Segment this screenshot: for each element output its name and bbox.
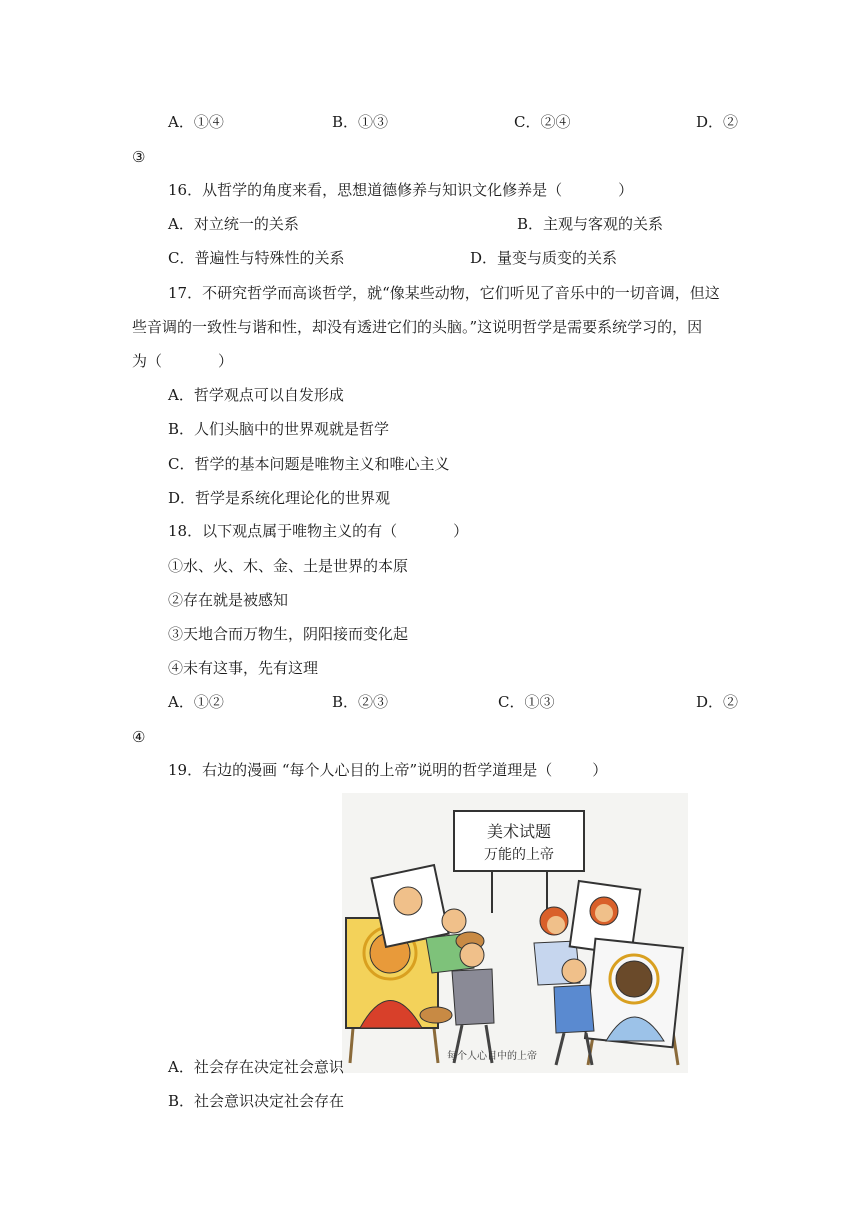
q17-stem-line2: 些音调的一致性与谐和性，却没有透进它们的头脑。”这说明哲学是需要系统学习的，因 — [132, 318, 703, 336]
cartoon-caption: 每个人心目中的上帝 — [447, 1051, 537, 1062]
q15-option-a[interactable]: A．①④ — [168, 113, 224, 131]
q19-stem: 19．右边的漫画 “每个人心目的上帝”说明的哲学道理是（ ） — [168, 761, 608, 779]
q15-option-b[interactable]: B．①③ — [332, 113, 389, 131]
q18-stem: 18．以下观点属于唯物主义的有（ ） — [168, 522, 469, 540]
q17-stem-line3: 为（ ） — [132, 352, 234, 370]
q15-option-d[interactable]: D．② — [696, 113, 739, 131]
q18-item-3: ③天地合而万物生，阴阳接而变化起 — [168, 625, 409, 643]
q16-option-c[interactable]: C．普遍性与特殊性的关系 — [168, 249, 345, 267]
q18-item-4: ④未有这事，先有这理 — [168, 659, 319, 677]
cartoon-sign-line1: 美术试题 — [486, 822, 552, 841]
q17-option-d[interactable]: D．哲学是系统化理论化的世界观 — [168, 489, 391, 507]
q16-stem: 16．从哲学的角度来看，思想道德修养与知识文化修养是（ ） — [168, 181, 634, 199]
q17-option-a[interactable]: A．哲学观点可以自发形成 — [168, 386, 344, 404]
q17-option-c[interactable]: C．哲学的基本问题是唯物主义和唯心主义 — [168, 455, 450, 473]
q16-option-b[interactable]: B．主观与客观的关系 — [517, 215, 664, 233]
q17-option-b[interactable]: B．人们头脑中的世界观就是哲学 — [168, 420, 390, 438]
q18-option-b[interactable]: B．②③ — [332, 693, 389, 711]
easel-top-left — [371, 865, 448, 947]
q18-item-2: ②存在就是被感知 — [168, 591, 289, 609]
q17-stem-line1: 17．不研究哲学而高谈哲学，就“像某些动物，它们听见了音乐中的一切音调，但这 — [168, 284, 720, 302]
q18-option-d-wrap: ④ — [132, 728, 146, 746]
q18-option-c[interactable]: C．①③ — [498, 693, 555, 711]
q18-option-d[interactable]: D．② — [696, 693, 739, 711]
q15-option-c[interactable]: C．②④ — [514, 113, 571, 131]
q19-option-b[interactable]: B．社会意识决定社会存在 — [168, 1092, 345, 1110]
q19-option-a[interactable]: A．社会存在决定社会意识 — [168, 1058, 344, 1076]
cartoon-every-persons-god — [342, 793, 688, 1073]
q18-item-1: ①水、火、木、金、土是世界的本原 — [168, 557, 409, 575]
cartoon-sign-line2: 万能的上帝 — [484, 847, 554, 863]
q15-option-d-wrap: ③ — [132, 148, 146, 166]
q18-option-a[interactable]: A．①② — [168, 693, 224, 711]
q16-option-d[interactable]: D．量变与质变的关系 — [470, 249, 618, 267]
q16-option-a[interactable]: A．对立统一的关系 — [168, 215, 299, 233]
